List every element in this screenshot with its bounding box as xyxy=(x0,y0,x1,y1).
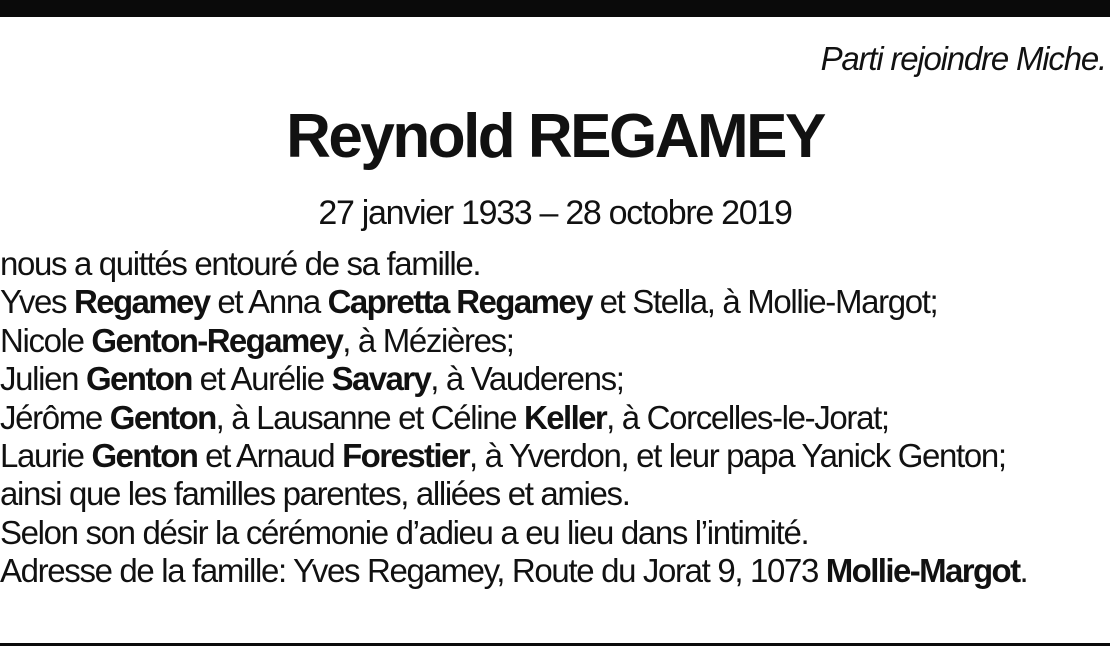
text-segment: , à Vauderens; xyxy=(430,360,624,398)
surname: Forestier xyxy=(342,436,469,474)
family-line xyxy=(0,399,1110,437)
surname: Genton-Regamey xyxy=(91,321,343,359)
text-segment: et Arnaud xyxy=(197,436,343,474)
top-rule xyxy=(0,0,1110,17)
text-segment: Jérôme xyxy=(0,398,110,436)
family-line xyxy=(0,322,1110,360)
text-segment: et Anna xyxy=(209,283,328,321)
surname: Genton xyxy=(109,398,216,436)
bottom-rule xyxy=(0,643,1110,646)
address-line xyxy=(0,552,1110,590)
text-segment: , à Mézières; xyxy=(342,321,514,359)
text-segment: , à Lausanne et Céline xyxy=(215,398,525,436)
text-segment: et Stella, à Mollie-Margot; xyxy=(591,283,938,321)
address-text: Adresse de la famille: Yves Regamey, Route du Jorat 9, 1073 xyxy=(0,552,826,590)
text-segment: et Aurélie xyxy=(191,360,332,398)
surname: Keller xyxy=(524,398,607,436)
text-segment: Laurie xyxy=(0,436,92,474)
surname: Genton xyxy=(91,436,198,474)
address-locality: Mollie-Margot xyxy=(825,552,1020,590)
intro-line: nous a quittés entouré de sa famille. xyxy=(0,245,481,282)
text-segment: Julien xyxy=(0,360,86,398)
family-line xyxy=(0,283,1110,321)
text-segment: Yves xyxy=(0,283,74,321)
address-end: . xyxy=(1019,552,1028,590)
deceased-name: Reynold REGAMEY xyxy=(286,102,824,171)
surname: Genton xyxy=(85,360,192,398)
surname: Capretta Regamey xyxy=(327,283,592,321)
obituary-text xyxy=(0,245,1110,591)
life-dates: 27 janvier 1933 – 28 octobre 2019 xyxy=(318,194,792,232)
text-segment: Nicole xyxy=(0,321,92,359)
relatives-line: ainsi que les familles parentes, alliées et amies. xyxy=(0,475,630,513)
text-segment: , à Corcelles-le-Jorat; xyxy=(606,398,889,436)
ceremony-line: Selon son désir la cérémonie d’adieu a eu lieu dans l’intimité. xyxy=(0,513,809,551)
family-line xyxy=(0,437,1110,475)
surname: Regamey xyxy=(73,283,210,321)
family-line xyxy=(0,360,1110,398)
surname: Savary xyxy=(331,360,431,398)
epigraph: Parti rejoindre Miche. xyxy=(820,40,1106,77)
text-segment: , à Yverdon, et leur papa Yanick Genton; xyxy=(468,436,1006,474)
